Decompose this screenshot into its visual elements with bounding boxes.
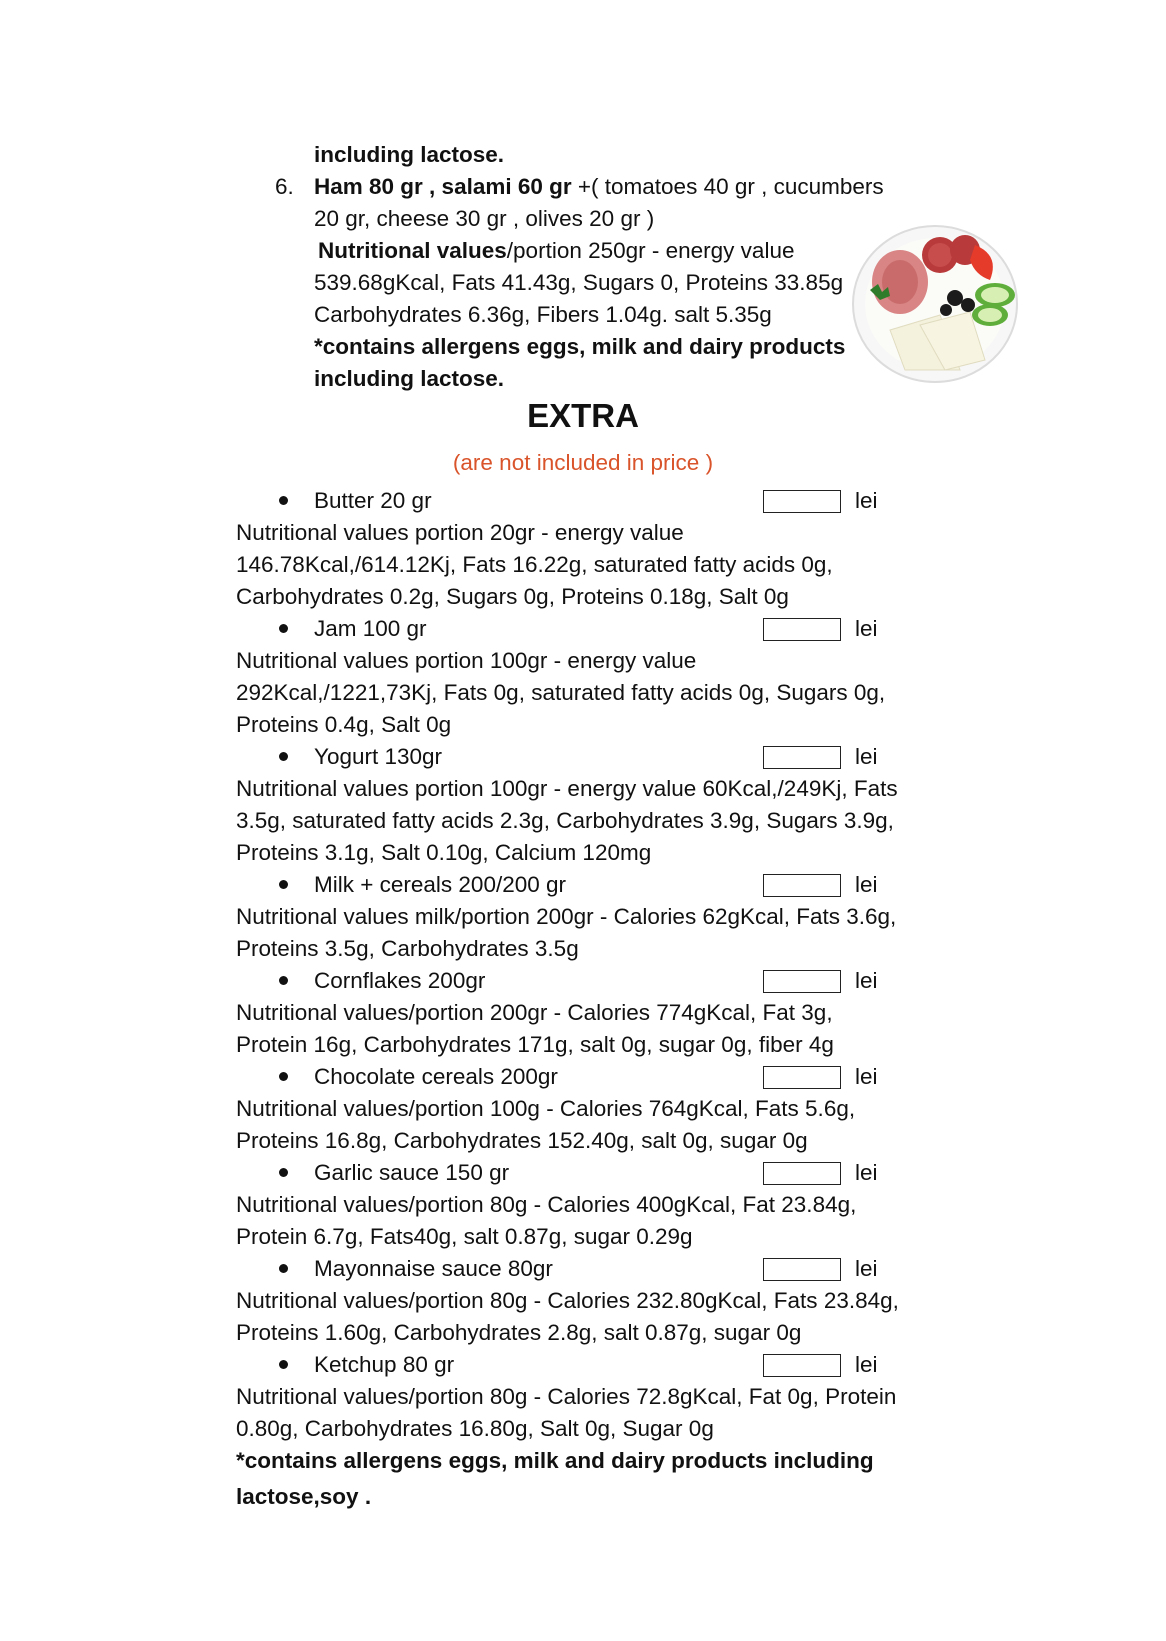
currency-label: lei bbox=[855, 744, 878, 769]
item-title bbox=[314, 172, 884, 202]
nutrition-line: Nutritional values/portion 80g - Calories 232.80gKcal, Fats 23.84g, bbox=[236, 1288, 899, 1313]
nutrition-line: Proteins 3.1g, Salt 0.10g, Calcium 120mg bbox=[236, 840, 652, 865]
bullet-icon bbox=[279, 976, 288, 985]
extra-title: EXTRA bbox=[527, 397, 639, 434]
item-description: 20 gr, cheese 30 gr , olives 20 gr ) bbox=[314, 206, 655, 231]
nutrition-line: 292Kcal,/1221,73Kj, Fats 0g, saturated fatty acids 0g, Sugars 0g, bbox=[236, 680, 886, 705]
item-allergen-line-1: *contains allergens eggs, milk and dairy products bbox=[314, 334, 846, 359]
nutrition-line: Nutritional values portion 20gr - energy value bbox=[236, 520, 684, 545]
nutrition-rest: /portion 250gr - energy value bbox=[506, 238, 795, 263]
bullet-icon bbox=[279, 496, 288, 505]
price-box bbox=[763, 874, 841, 897]
item-nutrition-line-2: 539.68gKcal, Fats 41.43g, Sugars 0, Proteins 33.85g bbox=[314, 270, 844, 295]
nutrition-line: Nutritional values portion 100gr - energy value 60Kcal,/249Kj, Fats bbox=[236, 776, 898, 801]
currency-label: lei bbox=[855, 488, 878, 513]
nutrition-line: 146.78Kcal,/614.12Kj, Fats 16.22g, saturated fatty acids 0g, bbox=[236, 552, 833, 577]
nutrition-label: Nutritional values bbox=[318, 238, 507, 263]
nutrition-line: Proteins 0.4g, Salt 0g bbox=[236, 712, 452, 737]
extra-item-chocolate-cereals: Chocolate cereals 200gr bbox=[314, 1064, 558, 1089]
nutrition-line: Nutritional values/portion 80g - Calories 72.8gKcal, Fat 0g, Protein bbox=[236, 1384, 897, 1409]
nutrition-line: Carbohydrates 0.2g, Sugars 0g, Proteins 0.18g, Salt 0g bbox=[236, 584, 789, 609]
nutrition-line: Nutritional values milk/portion 200gr - Calories 62gKcal, Fats 3.6g, bbox=[236, 904, 897, 929]
nutrition-line: Nutritional values portion 100gr - energy value bbox=[236, 648, 697, 673]
nutrition-line: Protein 16g, Carbohydrates 171g, salt 0g, sugar 0g, fiber 4g bbox=[236, 1032, 834, 1057]
currency-label: lei bbox=[855, 1064, 878, 1089]
price-box bbox=[763, 970, 841, 993]
nutrition-line: 3.5g, saturated fatty acids 2.3g, Carbohydrates 3.9g, Sugars 3.9g, bbox=[236, 808, 894, 833]
item-number: 6. bbox=[275, 174, 294, 199]
nutrition-line: Protein 6.7g, Fats40g, salt 0.87g, sugar 0.29g bbox=[236, 1224, 693, 1249]
nutrition-line: Proteins 1.60g, Carbohydrates 2.8g, salt 0.87g, sugar 0g bbox=[236, 1320, 802, 1345]
final-allergen-line-1: *contains allergens eggs, milk and dairy products including bbox=[236, 1448, 874, 1473]
currency-label: lei bbox=[855, 968, 878, 993]
price-box bbox=[763, 618, 841, 641]
currency-label: lei bbox=[855, 616, 878, 641]
price-box bbox=[763, 1162, 841, 1185]
nutrition-line: Nutritional values/portion 200gr - Calories 774gKcal, Fat 3g, bbox=[236, 1000, 833, 1025]
item-nutrition-line-3: Carbohydrates 6.36g, Fibers 1.04g. salt 5.35g bbox=[314, 302, 772, 327]
extra-item-butter: Butter 20 gr bbox=[314, 488, 432, 513]
bullet-icon bbox=[279, 880, 288, 889]
extra-item-garlic-sauce: Garlic sauce 150 gr bbox=[314, 1160, 510, 1185]
item-nutrition-line-1 bbox=[318, 236, 794, 266]
extra-item-jam: Jam 100 gr bbox=[314, 616, 427, 641]
extra-note: (are not included in price ) bbox=[452, 450, 714, 475]
bullet-icon bbox=[279, 1360, 288, 1369]
nutrition-line: Proteins 3.5g, Carbohydrates 3.5g bbox=[236, 936, 579, 961]
extra-item-milk-cereals: Milk + cereals 200/200 gr bbox=[314, 872, 567, 897]
price-box bbox=[763, 1258, 841, 1281]
final-allergen-line-2: lactose,soy . bbox=[236, 1484, 372, 1509]
item-title-bold: Ham 80 gr , salami 60 gr bbox=[314, 174, 572, 199]
extra-item-cornflakes: Cornflakes 200gr bbox=[314, 968, 486, 993]
currency-label: lei bbox=[855, 872, 878, 897]
extra-item-mayonnaise: Mayonnaise sauce 80gr bbox=[314, 1256, 553, 1281]
item-title-rest: +( tomatoes 40 gr , cucumbers bbox=[571, 174, 884, 199]
price-box bbox=[763, 490, 841, 513]
price-box bbox=[763, 1066, 841, 1089]
bullet-icon bbox=[279, 1264, 288, 1273]
nutrition-line: Proteins 16.8g, Carbohydrates 152.40g, salt 0g, sugar 0g bbox=[236, 1128, 808, 1153]
currency-label: lei bbox=[855, 1256, 878, 1281]
nutrition-line: Nutritional values/portion 80g - Calories 400gKcal, Fat 23.84g, bbox=[236, 1192, 857, 1217]
bullet-icon bbox=[279, 1168, 288, 1177]
previous-item-allergen-tail: including lactose. bbox=[314, 142, 505, 167]
extra-item-ketchup: Ketchup 80 gr bbox=[314, 1352, 455, 1377]
nutrition-line: Nutritional values/portion 100g - Calories 764gKcal, Fats 5.6g, bbox=[236, 1096, 856, 1121]
price-box bbox=[763, 746, 841, 769]
price-box bbox=[763, 1354, 841, 1377]
nutrition-line: 0.80g, Carbohydrates 16.80g, Salt 0g, Sugar 0g bbox=[236, 1416, 714, 1441]
bullet-icon bbox=[279, 1072, 288, 1081]
currency-label: lei bbox=[855, 1160, 878, 1185]
bullet-icon bbox=[279, 752, 288, 761]
item-allergen-line-2: including lactose. bbox=[314, 366, 505, 391]
currency-label: lei bbox=[855, 1352, 878, 1377]
cold-cuts-plate-image bbox=[850, 220, 1020, 385]
extra-item-yogurt: Yogurt 130gr bbox=[314, 744, 443, 769]
bullet-icon bbox=[279, 624, 288, 633]
